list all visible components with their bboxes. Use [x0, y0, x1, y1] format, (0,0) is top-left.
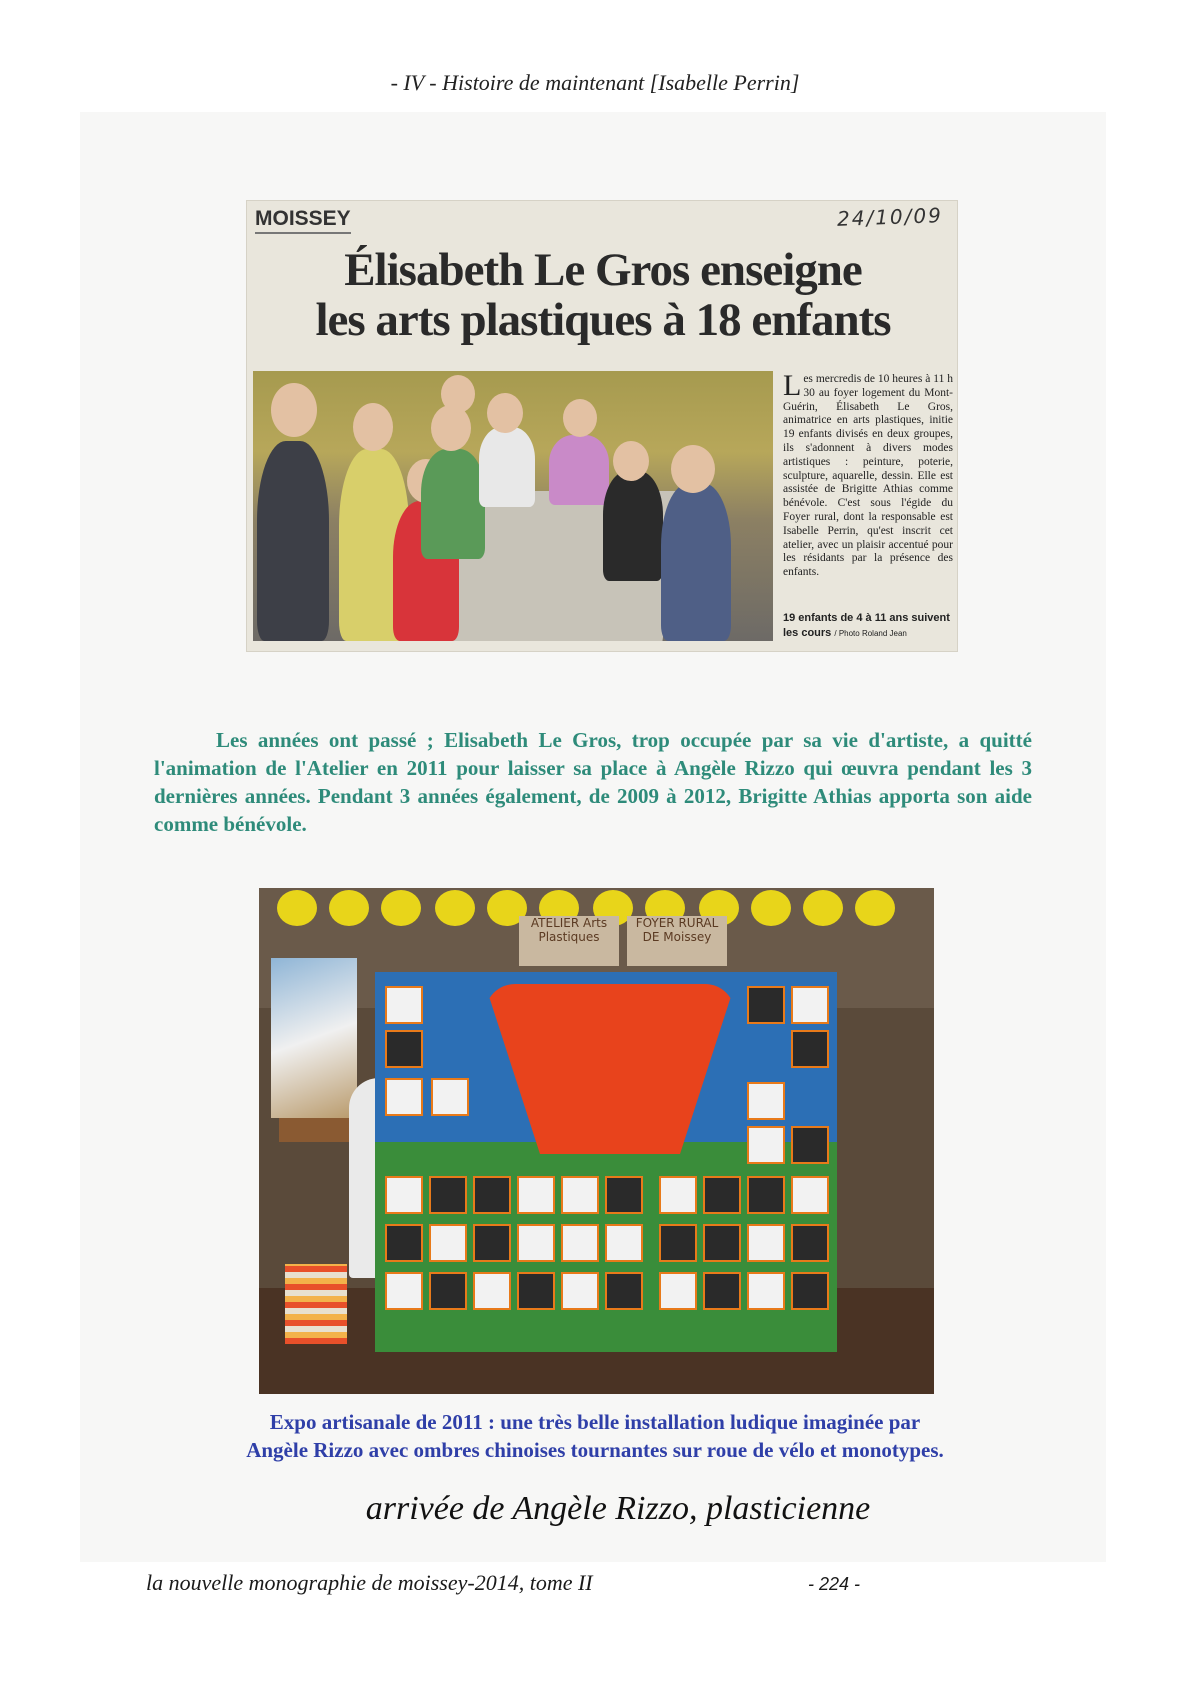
section-title: arrivée de Angèle Rizzo, plasticienne: [365, 1490, 871, 1527]
photo-credit: / Photo Roland Jean: [834, 629, 907, 638]
child-head: [271, 383, 317, 437]
balloon: [329, 890, 369, 926]
balloon: [803, 890, 843, 926]
striped-basket: [285, 1264, 347, 1344]
running-header: - IV - Histoire de maintenant [Isabelle Perrin]: [390, 70, 800, 95]
balloon: [381, 890, 421, 926]
monotype-tile: [517, 1176, 555, 1214]
monotype-tile: [659, 1272, 697, 1310]
monotype-tile: [561, 1224, 599, 1262]
monotype-tile: [747, 1272, 785, 1310]
monotype-tile: [747, 1224, 785, 1262]
clipping-headline: [247, 245, 958, 345]
balloon: [277, 890, 317, 926]
exhibition-photo: [259, 888, 934, 1394]
child-figure: [603, 471, 663, 581]
monotype-tile: [517, 1272, 555, 1310]
monotype-tile: [517, 1224, 555, 1262]
monotype-tile: [747, 986, 785, 1024]
monotype-tile: [385, 1176, 423, 1214]
monotype-tile: [747, 1082, 785, 1120]
child-head: [441, 375, 475, 413]
children-group-photo: [253, 371, 773, 641]
child-figure: [479, 427, 535, 507]
caption-line-2: Angèle Rizzo avec ombres chinoises tournantes sur roue de vélo et monotypes.: [246, 1438, 944, 1462]
article-body: es mercredis de 10 heures à 11 h 30 au foyer logement du Mont-Guérin, Élisabeth Le Gros, animatrice en arts plastiques, initie 19 enfants divisés en deux groupes, ils s'adonnent à divers modes artistiques : peinture, poterie, sculpture, aquarelle, dessin. Elle est assistée de Brigitte Athias comme bénévole. C'est sous l'égide du Foyer rural, dont la responsable est Isabelle Perrin, qu'est inscrit cet atelier, avec un plaisir accentué pour les résidants par la présence des enfants.: [783, 373, 953, 579]
monotype-tile: [703, 1176, 741, 1214]
child-figure: [257, 441, 329, 641]
footer-page-number: - 224 -: [808, 1574, 861, 1594]
clipping-section-label: MOISSEY: [255, 207, 351, 234]
child-head: [431, 405, 471, 451]
monotype-tile: [703, 1224, 741, 1262]
monotype-tile: [385, 1272, 423, 1310]
monotype-tile: [473, 1176, 511, 1214]
monotype-tile: [429, 1176, 467, 1214]
monotype-tile: [791, 1224, 829, 1262]
landscape-painting: [271, 958, 357, 1118]
monotype-tile: [431, 1078, 469, 1116]
monotype-tile: [791, 1272, 829, 1310]
handwritten-date: 24/10/09: [836, 203, 944, 231]
monotype-tile: [791, 1126, 829, 1164]
atelier-sign: ATELIER Arts Plastiques: [519, 916, 619, 966]
child-head: [487, 393, 523, 433]
monotype-tile: [605, 1176, 643, 1214]
monotype-tile: [429, 1272, 467, 1310]
monotype-tile: [385, 1078, 423, 1116]
child-figure: [421, 449, 485, 559]
monotype-tile: [791, 986, 829, 1024]
monotype-tile: [747, 1176, 785, 1214]
headline-line-2: les arts plastiques à 18 enfants: [315, 294, 891, 346]
clipping-photo-caption: [783, 611, 955, 641]
monotype-tile: [473, 1272, 511, 1310]
monotype-tile: [791, 1176, 829, 1214]
adult-figure: [549, 435, 609, 505]
child-figure: [661, 483, 731, 641]
shadow-puppet-fan: [485, 984, 735, 1154]
monotype-tile: [605, 1224, 643, 1262]
monotype-tile: [561, 1176, 599, 1214]
monotype-tile: [659, 1176, 697, 1214]
headline-line-1: Élisabeth Le Gros enseigne: [344, 244, 862, 296]
article-dropcap: L: [783, 369, 802, 402]
caption-line-1: Expo artisanale de 2011 : une très belle installation ludique imaginée par: [269, 1410, 921, 1434]
child-head: [353, 403, 393, 451]
monotype-tile: [605, 1272, 643, 1310]
exhibition-photo-caption: [160, 1408, 1030, 1464]
monotype-tile: [703, 1272, 741, 1310]
monotype-tile: [747, 1126, 785, 1164]
clipping-article-text: [783, 369, 953, 580]
child-head: [613, 441, 649, 481]
monotype-tile: [385, 986, 423, 1024]
easel: [279, 1118, 349, 1142]
balloon: [855, 890, 895, 926]
body-paragraph: Les années ont passé ; Elisabeth Le Gros, trop occupée par sa vie d'artiste, a quitté l'animation de l'Atelier en 2011 pour laisser sa place à Angèle Rizzo qui œuvra pendant les 3 dernières années. Pendant 3 années également, de 2009 à 2012, Brigitte Athias apporta son aide comme bénévole.: [154, 728, 1032, 836]
balloon: [751, 890, 791, 926]
monotype-tile: [659, 1224, 697, 1262]
newspaper-clipping: [246, 200, 958, 652]
monotype-tile: [429, 1224, 467, 1262]
balloon: [435, 890, 475, 926]
monotype-tile: [791, 1030, 829, 1068]
foyer-rural-sign: FOYER RURAL DE Moissey: [627, 916, 727, 966]
monotype-tile: [473, 1224, 511, 1262]
child-head: [671, 445, 715, 493]
monotype-tile: [385, 1224, 423, 1262]
adult-head: [563, 399, 597, 437]
monotype-tile: [561, 1272, 599, 1310]
installation-board: [375, 972, 837, 1352]
footer-book-title: la nouvelle monographie de moissey-2014, tome II: [146, 1570, 593, 1595]
photo-caption-text: 19 enfants de 4 à 11 ans suivent les cours: [783, 612, 950, 639]
monotype-tile: [385, 1030, 423, 1068]
